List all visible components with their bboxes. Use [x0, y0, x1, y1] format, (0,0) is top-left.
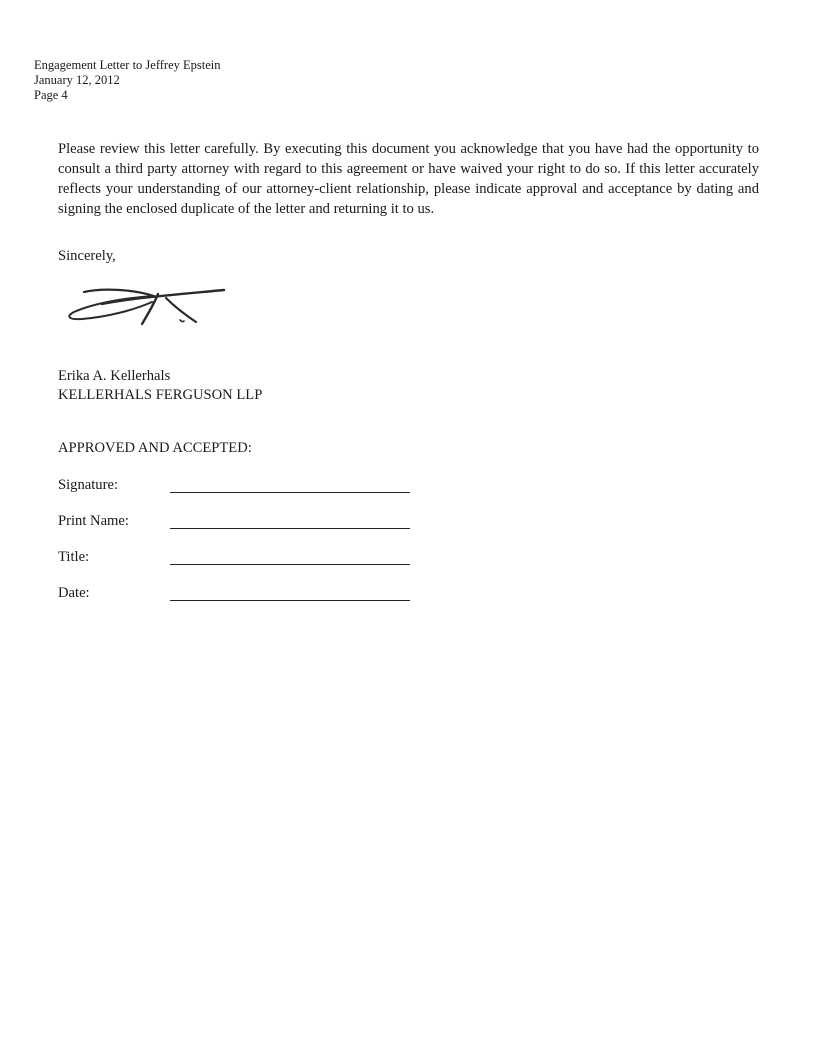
- page-header: [34, 58, 221, 103]
- handwritten-signature: [62, 284, 228, 330]
- header-page-number: Page 4: [34, 88, 68, 102]
- title-field-label: Title:: [58, 549, 90, 565]
- print-name-field-label: Print Name:: [58, 513, 129, 529]
- header-date: January 12, 2012: [34, 73, 120, 87]
- print-name-blank-line: [170, 528, 410, 529]
- signature-field-row: [58, 475, 418, 497]
- approval-heading: APPROVED AND ACCEPTED:: [58, 440, 252, 456]
- signature-blank-line: [170, 492, 410, 493]
- date-field-row: [58, 583, 418, 605]
- closing-salutation: Sincerely,: [58, 248, 116, 264]
- signature-field-label: Signature:: [58, 477, 118, 493]
- header-subject: Engagement Letter to Jeffrey Epstein: [34, 58, 221, 72]
- signer-firm: KELLERHALS FERGUSON LLP: [58, 387, 263, 403]
- signer-name: Erika A. Kellerhals: [58, 368, 171, 384]
- date-field-label: Date:: [58, 585, 90, 601]
- body-paragraph: Please review this letter carefully. By executing this document you acknowledge that you have had the opportunity to consult a third party attorney with regard to this agreement or have waived your right to do so. If this letter accurately reflects your understanding of our attorney-client relationship, please indicate approval and acceptance by dating and signing the enclosed duplicate of the letter and returning it to us.: [58, 141, 759, 217]
- date-blank-line: [170, 600, 410, 601]
- signer-block: [58, 367, 262, 405]
- print-name-field-row: [58, 511, 418, 533]
- title-blank-line: [170, 564, 410, 565]
- title-field-row: [58, 547, 418, 569]
